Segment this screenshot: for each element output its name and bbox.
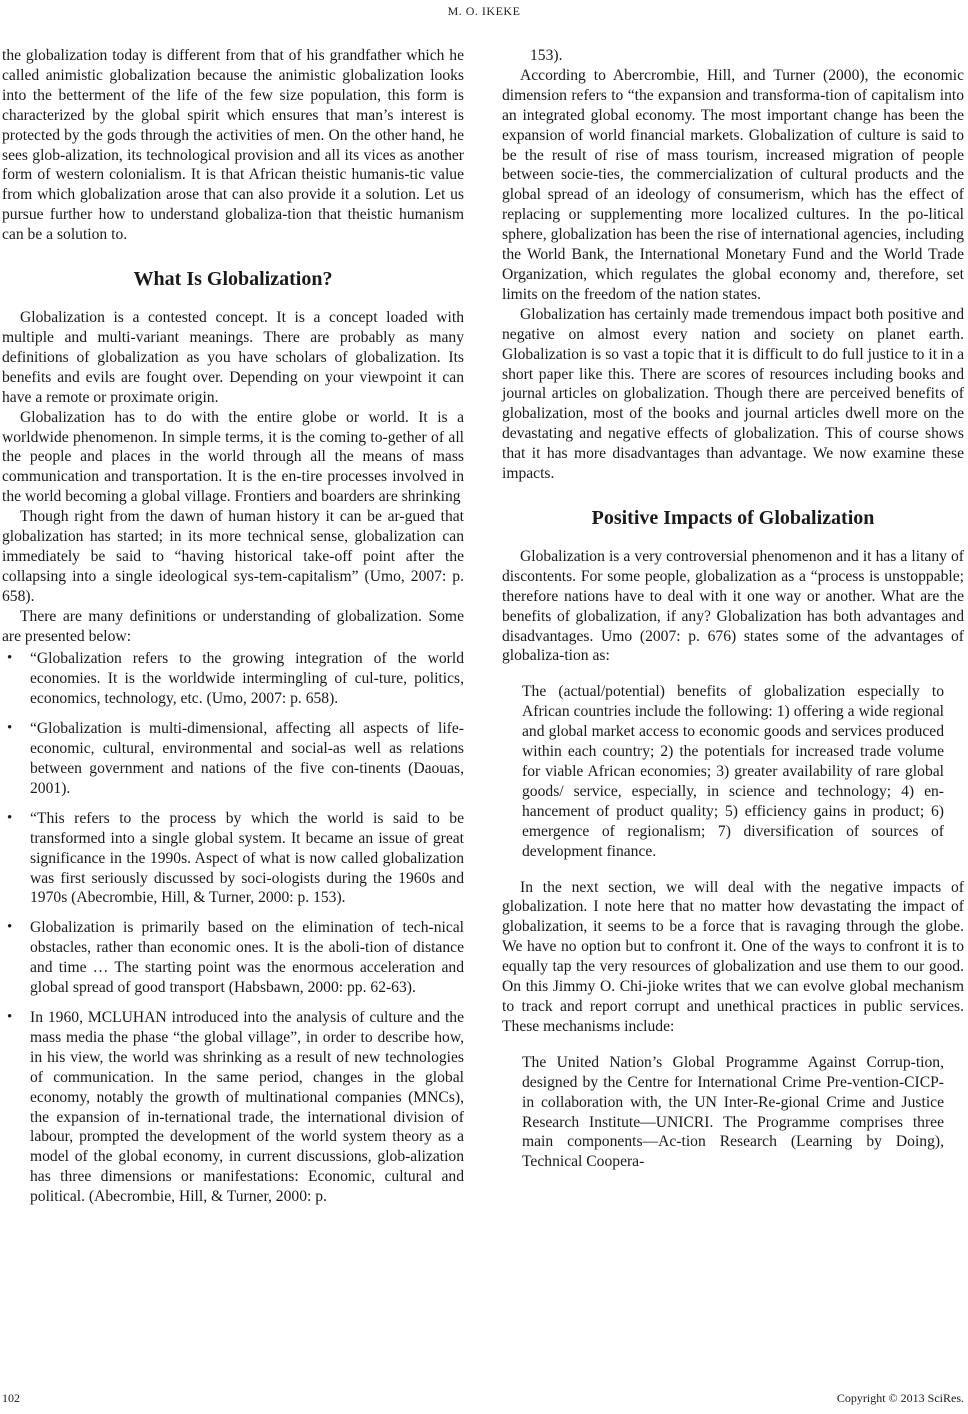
paragraph: Globalization is a very controversial phenomenon and it has a litany of discontents. For some people, globalization as a “process is unstoppable; therefore nations have to deal with it one way or another. What are the benefits of globalization, if any? Globalization has both advantages and disadvantages. Umo (2007: p. 676) states some of the advantages of globaliza-tion as: <box>502 547 964 665</box>
right-column <box>502 46 964 1188</box>
paragraph: Though right from the dawn of human history it can be ar-gued that globalization has started; in its more technical sense, globalization can immediately be said to “having historical take-off point after the collapsing into a single ideological sys-tem-capitalism” (Umo, 2007: p. 658). <box>2 508 464 605</box>
list-item: • In 1960, MCLUHAN introduced into the analysis of culture and the mass media the phase “the global village”, in order to describe how, in his view, the world was shrinking as a result of new technologies of communication. In the same period, changes in the global economy, notably the growth of multinational companies (MNCs), the expansion of in-ternational trade, the international division of labour, prompted the development of the world system theory as a model of the global economy, in current discussions, glob-alization has three dimensions or manifestations: Economic, cultural and political. (Abecrombie, Hill, & Turner, 2000: p. <box>2 1008 464 1207</box>
running-head: M. O. IKEKE <box>447 4 521 18</box>
section-heading-what-is-globalization: What Is Globalization? <box>133 268 333 291</box>
list-item: • “Globalization is multi-dimensional, affecting all aspects of life-economic, cultural, environmental and social-as well as relations between government and nations of the five con-tinents (Daouas, 2001). <box>2 719 464 799</box>
paragraph: Globalization has to do with the entire globe or world. It is a worldwide phenomenon. In simple terms, it is the coming to-gether of all the people and places in the world through all the means of mass communication and transportation. It is the en-tire processes involved in the world becoming a global village. Frontiers and boarders are shrinking <box>2 408 464 506</box>
paragraph: According to Abercrombie, Hill, and Turner (2000), the economic dimension refers to “the expansion and transforma-tion of capitalism into an integrated global economy. The most important change has been the expansion of world financial markets. Globalization of culture is said to be the result of rise of mass tourism, increased migration of people between socie-ties, the commercialization of cultural products and the global spread of an ideology of consumerism, which has the effect of replacing or supplementing more localized cultures. In the po-litical sphere, globalization has been the rise of international agencies, including the World Bank, the International Monetary Fund and the World Trade Organization, which regulates the global economy and, therefore, set limits on the freedom of the nation states. <box>502 66 964 303</box>
paragraph: Globalization has certainly made tremendous impact both positive and negative on almost every nation and society on planet earth. Globalization is so vast a topic that it is difficult to do full justice to it in a short paper like this. There are scores of resources including books and journal articles on globalization. Though there are perceived benefits of globalization, most of the books and journal articles dwell more on the devastating and negative effects of globalization. This of course shows that it has more disadvantages than advantage. We now examine these impacts. <box>502 305 964 483</box>
block-quote: The (actual/potential) benefits of globalization especially to African countries include the following: 1) offering a wide regional and global market access to economic goods and services produced within each country; 2) the potentials for increased trade volume for viable African economies; 3) greater availability of rare global goods/ service, especially, in science and technology; 4) en-hancement of product quality; 5) efficiency gains in product; 6) emergence of regionalism; 7) diversification of sources of development finance. <box>522 683 944 860</box>
paragraph: There are many definitions or understanding of globalization. Some are presented below: <box>2 607 464 645</box>
paragraph: Globalization is a contested concept. It is a concept loaded with multiple and multi-variant meanings. There are probably as many definitions of globalization as you have scholars of globalization. Its benefits and evils are fought over. Depending on your viewpoint it can have a remote or proximate origin. <box>2 309 464 406</box>
block-quote: The United Nation’s Global Programme Against Corrup-tion, designed by the Centre for International Crime Pre-vention-CICP-in collaboration with, the UN Inter-Re-gional Crime and Justice Research Institute—UNICRI. The Programme comprises three main components—Ac-tion Research (Learning by Doing), Technical Coopera- <box>522 1053 944 1171</box>
list-item: • “Globalization refers to the growing integration of the world economies. It is the worldwide intermingling of cul-ture, politics, economics, technology, etc. (Umo, 2007: p. 658). <box>2 649 464 709</box>
list-continuation: 153). <box>530 47 563 64</box>
section-heading-positive-impacts: Positive Impacts of Globalization <box>591 506 875 529</box>
left-column <box>2 46 464 1217</box>
copyright-notice: Copyright © 2013 SciRes. <box>836 1391 964 1405</box>
list-item: • “This refers to the process by which the world is said to be transformed into a single global system. It became an issue of great significance in the 1990s. Aspect of what is now called globalization was first seriously discussed by soci-ologists during the 1960s and 1970s (Abecrombie, Hill, & Turner, 2000: p. 153). <box>2 809 464 909</box>
list-item: • Globalization is primarily based on the elimination of tech-nical obstacles, rather than economic ones. It is the aboli-tion of distance and time … The starting point was the enormous acceleration and global spread of good transport (Habsbawn, 2000: pp. 62-63). <box>2 918 464 998</box>
definitions-list <box>2 649 464 1207</box>
page-number: 102 <box>2 1391 20 1405</box>
paragraph: In the next section, we will deal with the negative impacts of globalization. I note here that no matter how devastating the impact of globalization, it seems to be a force that is ravaging through the globe. We have no option but to confront it. One of the ways to confront it is to equally tap the very resources of globalization and use them to our good. On this Jimmy O. Chi-jioke writes that we can evolve global mechanism to track and report corrupt and unethical practices in public services. These mechanisms include: <box>502 878 964 1035</box>
intro-paragraph: the globalization today is different from that of his grandfather which he called animistic globalization because the animistic globalization looks into the betterment of the life of the few size population, this form is characterized by the global spirit which ensures that man’s interest is protected by the gods through the activities of men. On the other hand, he sees glob-alization, its technological provision and all its vices as another form of western colonialism. It is that African theistic humanis-tic value from which globalization arose that can also provide it a solution. Let us pursue further how to understand globaliza-tion that theistic humanism can be a solution to. <box>2 47 464 244</box>
